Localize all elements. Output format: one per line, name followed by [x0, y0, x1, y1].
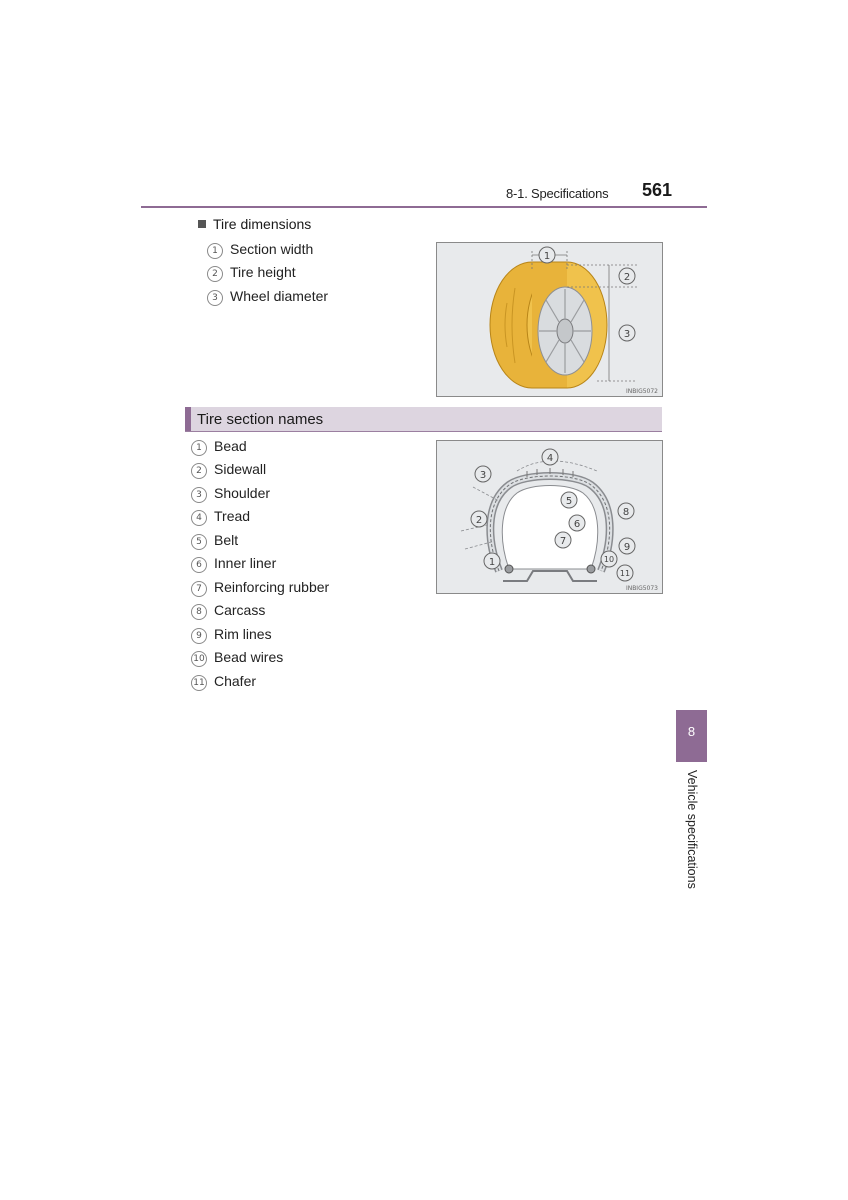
figure-callout: 4 [546, 453, 554, 464]
section-name-label: Bead wires [214, 649, 284, 665]
figure-callout: 2 [475, 515, 483, 526]
section-accent [185, 407, 191, 431]
header-divider [141, 206, 707, 208]
tire-dimensions-figure [436, 242, 663, 397]
circled-number: 5 [191, 534, 207, 550]
section-name-label: Chafer [214, 673, 257, 689]
section-name-label: Sidewall [214, 461, 267, 477]
section-name-item [191, 532, 238, 550]
section-name-item [191, 485, 270, 503]
section-name-label: Shoulder [214, 485, 271, 501]
section-name-item [191, 579, 329, 597]
chapter-tab-label: Vehicle specifications [685, 770, 699, 889]
section-name-item [191, 438, 247, 456]
figure-callout: 9 [623, 542, 631, 553]
figure-callout: 7 [559, 536, 567, 547]
figure-callout: 2 [623, 272, 631, 283]
section-name-label: Carcass [214, 602, 266, 618]
section-name-item [191, 555, 276, 573]
figure-code: INBIG5073 [625, 585, 658, 592]
circled-number: 8 [191, 604, 207, 620]
circled-number: 1 [191, 440, 207, 456]
circled-number: 6 [191, 557, 207, 573]
circled-number: 11 [191, 675, 207, 691]
tire-dimensions-heading-text: Tire dimensions [213, 216, 312, 232]
circled-number: 7 [191, 581, 207, 597]
tire-dimensions-illustration [437, 243, 662, 396]
figure-callout: 11 [619, 569, 631, 578]
circled-number: 10 [191, 651, 207, 667]
section-name-label: Rim lines [214, 626, 272, 642]
figure-callout: 3 [479, 470, 487, 481]
dimension-item [207, 241, 313, 259]
chapter-tab: 8 [676, 710, 707, 762]
tire-section-figure [436, 440, 663, 594]
circled-number: 4 [191, 510, 207, 526]
section-name-item [191, 649, 283, 667]
tire-section-names-bar [185, 407, 662, 432]
section-name-label: Bead [214, 438, 247, 454]
header-section-title: 8-1. Specifications [506, 186, 609, 201]
dimension-label: Tire height [230, 264, 296, 280]
tire-dimensions-heading [198, 216, 311, 232]
section-name-label: Reinforcing rubber [214, 579, 330, 595]
section-name-item [191, 508, 250, 526]
figure-callout: 8 [622, 507, 630, 518]
dimension-item [207, 288, 328, 306]
circled-number: 3 [207, 290, 223, 306]
figure-callout: 5 [565, 496, 573, 507]
figure-callout: 3 [623, 329, 631, 340]
section-name-item [191, 602, 265, 620]
section-name-label: Inner liner [214, 555, 277, 571]
dimension-label: Wheel diameter [230, 288, 329, 304]
section-name-item [191, 673, 256, 691]
circled-number: 3 [191, 487, 207, 503]
dimension-item [207, 264, 296, 282]
circled-number: 2 [207, 266, 223, 282]
tire-section-names-heading: Tire section names [197, 411, 324, 428]
section-name-label: Belt [214, 532, 239, 548]
figure-callout: 1 [488, 557, 496, 568]
section-name-label: Tread [214, 508, 251, 524]
circled-number: 2 [191, 463, 207, 479]
tire-cross-section-illustration [437, 441, 662, 593]
figure-callout: 10 [603, 555, 615, 564]
circled-number: 9 [191, 628, 207, 644]
section-name-item [191, 626, 272, 644]
figure-callout: 6 [573, 519, 581, 530]
section-name-item [191, 461, 266, 479]
square-bullet-icon [198, 220, 206, 228]
page-number: 561 [642, 180, 673, 200]
circled-number: 1 [207, 243, 223, 259]
figure-code: INBIG5072 [625, 388, 658, 395]
figure-callout: 1 [543, 251, 551, 262]
dimension-label: Section width [230, 241, 314, 257]
